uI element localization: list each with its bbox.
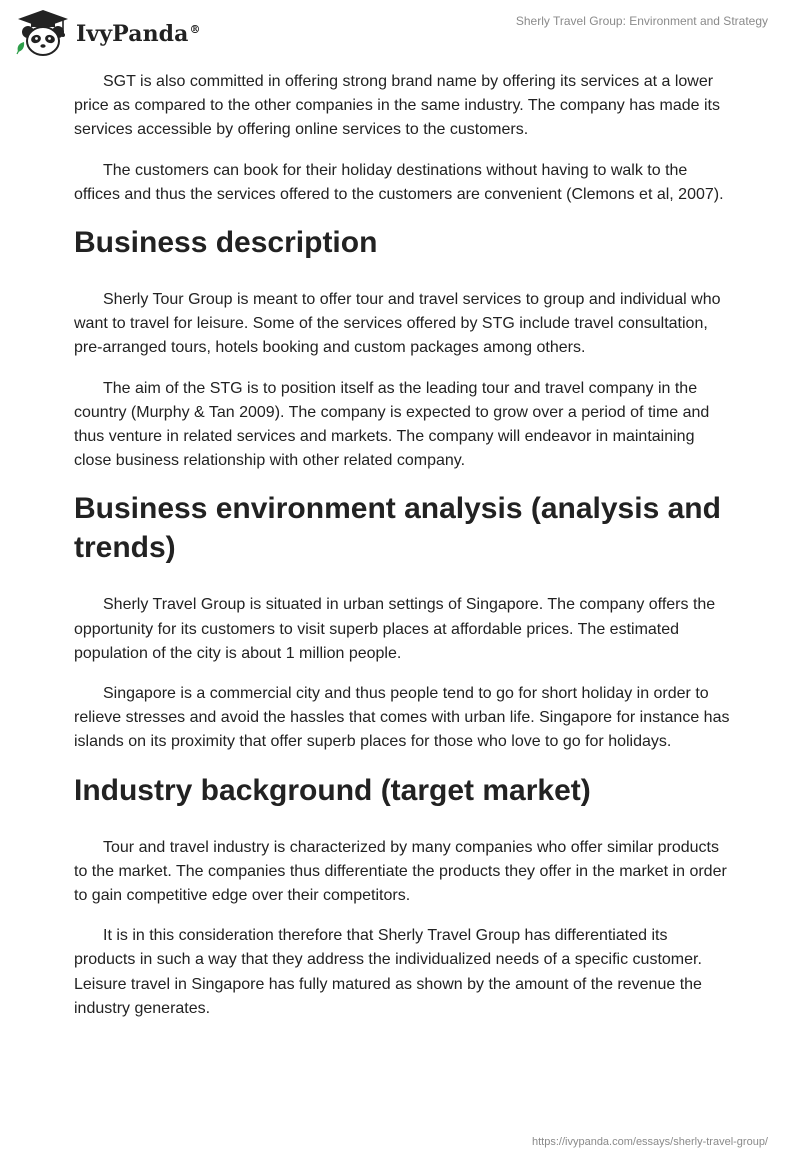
paragraph: SGT is also committed in offering strong brand name by offering its services at a lower price as compared to the other companies in the same industry. The company has made its services accessible by offering online services to the customers.: [74, 73, 720, 139]
essay-content: [74, 70, 730, 1037]
section-heading: Business environment analysis (analysis and trends): [74, 492, 721, 565]
brand-name: [76, 21, 201, 47]
paragraph: Singapore is a commercial city and thus people tend to go for short holiday in order to relieve stresses and avoid the hassles that comes with urban life. Singapore for instance has islands on its proximity that offer superb places for those who love to go for holidays.: [74, 685, 730, 751]
section-heading: Business description: [74, 226, 378, 260]
source-url: https://ivypanda.com/essays/sherly-travel-group/: [532, 1136, 768, 1148]
brand-name-text: IvyPanda: [76, 21, 189, 47]
panda-graduate-icon: [14, 8, 72, 58]
paragraph: The customers can book for their holiday destinations without having to walk to the offices and thus the services offered to the customers are convenient (Clemons et al, 2007).: [74, 161, 724, 203]
section-heading: Industry background (target market): [74, 773, 591, 807]
paragraph: Tour and travel industry is characterized by many companies who offer similar products to the market. The companies thus differentiate the products they offer in the market in order to gain competitive edge over their competitors.: [74, 838, 727, 905]
document-title: Sherly Travel Group: Environment and Strategy: [515, 14, 768, 28]
page-header: [0, 0, 800, 62]
paragraph: It is in this consideration therefore that Sherly Travel Group has differentiated its products in such a way that they address the individualized needs of a specific customer. Leisure travel in Singapore has fully matured as shown by the amount of the revenue the industry generates.: [74, 927, 702, 1017]
paragraph: The aim of the STG is to position itself as the leading tour and travel company in the country (Murphy & Tan 2009). The company is expected to grow over a period of time and thus venture in related services and markets. The company will endeavor in maintaining close business relationship with other related company.: [74, 379, 710, 470]
registered-mark: ®: [189, 22, 201, 36]
paragraph: Sherly Tour Group is meant to offer tour and travel services to group and individual who want to travel for leisure. Some of the services offered by STG include travel consultation, pre-arranged tours, hotels booking and custom packages among others.: [74, 291, 721, 357]
paragraph: Sherly Travel Group is situated in urban settings of Singapore. The company offers the opportunity for its customers to visit superb places at affordable prices. The estimated population of the city is about 1 million people.: [74, 596, 716, 662]
brand-logo-link[interactable]: [14, 8, 201, 58]
